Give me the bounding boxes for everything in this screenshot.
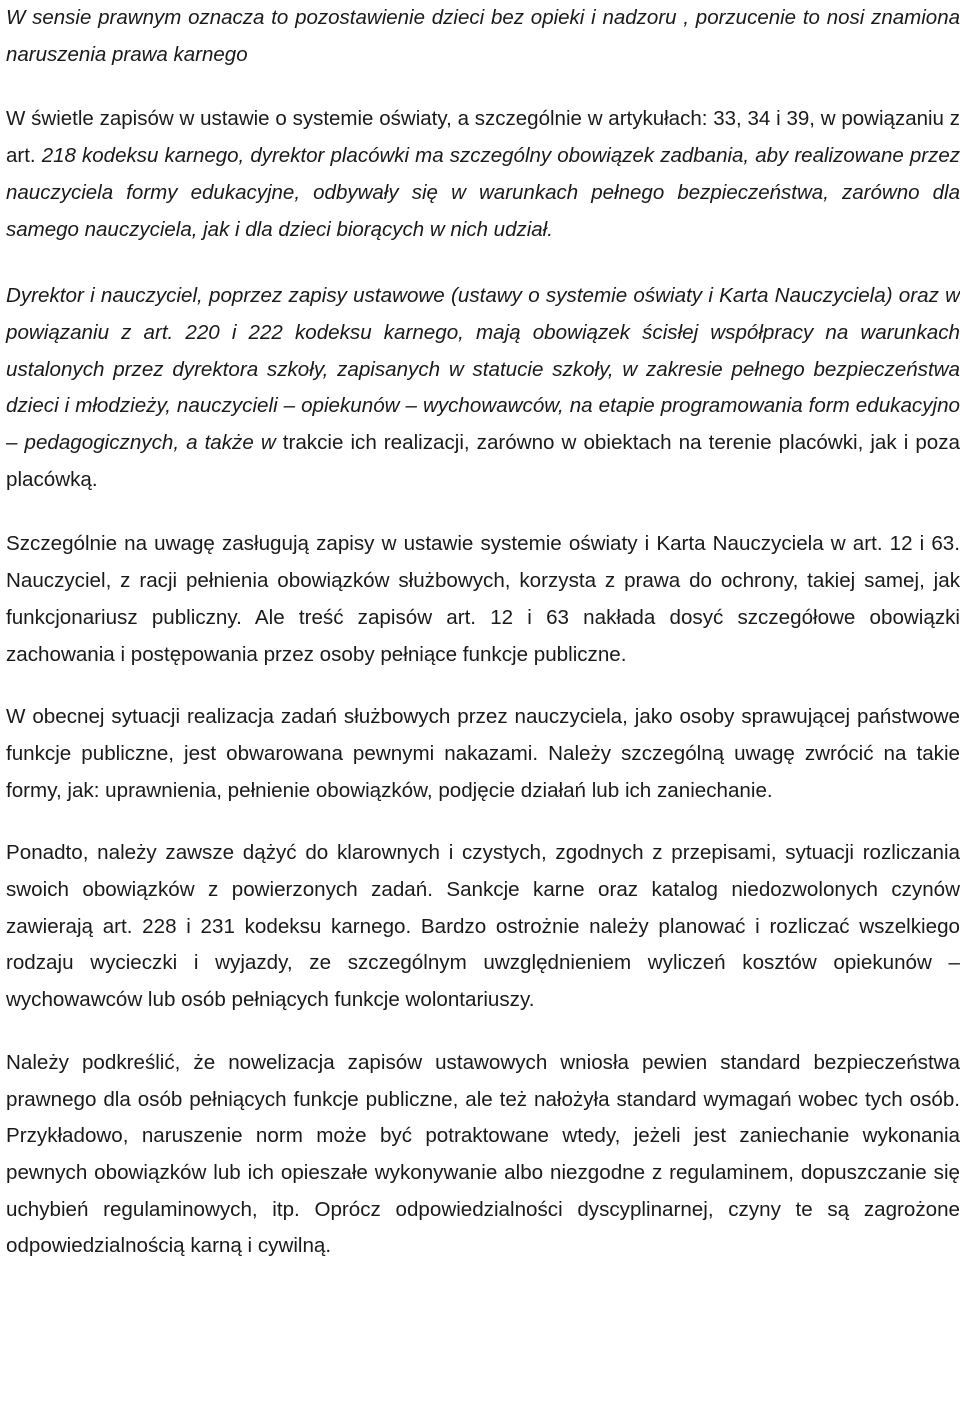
paragraph-4-text: Szczególnie na uwagę zasługują zapisy w ustawie systemie oświaty i Karta Nauczyciela w art. 12 i 63. Nauczyciel, z racji pełnienia obowiązków służbowych, korzysta z prawa do ochrony, takiej samej, jak funkcjonariusz publiczny. Ale treść zapisów art. 12 i 63 nakłada dosyć szczegółowe obowiązki zachowania i postępowania przez osoby pełniące funkcje publiczne. — [6, 532, 960, 666]
document-page — [6, 0, 960, 1265]
paragraph-spacer — [6, 673, 960, 699]
paragraph-7-text: Należy podkreślić, że nowelizacja zapisów ustawowych wniosła pewien standard bezpieczeństwa prawnego dla osób pełniących funkcje publiczne, ale też nałożyła standard wymagań wobec tych osób. Przykładowo, naruszenie norm może być potraktowane wtedy, jeżeli jest zaniechanie wykonania pewnych obowiązków lub ich opieszałe wykonywanie albo niezgodne z regulaminem, dopuszczanie się uchybień regulaminowych, itp. Oprócz odpowiedzialności dyscyplinarnej, czyny te są zagrożone odpowiedzialnością karną i cywilną. — [6, 1050, 960, 1258]
paragraph-3-text-a: Dyrektor i nauczyciel, poprzez zapisy ustawowe (ustawy o systemie oświaty i Karta Nauczyciela) oraz w powiązaniu z art. — [6, 284, 960, 344]
paragraph-spacer — [6, 248, 960, 278]
paragraph-5-text: W obecnej sytuacji realizacja zadań służbowych przez nauczyciela, jako osoby sprawującej państwowe funkcje publiczne, jest obwarowana pewnymi nakazami. Należy szczególną uwagę zwrócić na takie formy, jak: uprawnienia, pełnienie obowiązków, podjęcie działań lub ich zaniechanie. — [6, 705, 960, 802]
paragraph-3-text-b: 220 i 222 kodeksu karnego, mają obowiązek ścisłej współpracy na warunkach ustalonych przez dyrektora szkoły, zapisanych w statucie szkoły, w zakresie pełnego bezpieczeństwa dzieci i młodzieży, nauczycieli – opiekunów – wychowawców, na etapie programowania form edukacyjno – pedagogicznych, a także w — [6, 320, 960, 455]
paragraph-6 — [6, 835, 960, 1019]
paragraph-spacer — [6, 1019, 960, 1045]
paragraph-spacer — [6, 498, 960, 526]
paragraph-6-text: Ponadto, należy zawsze dążyć do klarownych i czystych, zgodnych z przepisami, sytuacji rozliczania swoich obowiązków z powierzonych zadań. Sankcje karne oraz katalog niedozwolonych czynów zawierają art. 228 i 231 kodeksu karnego. Bardzo ostrożnie należy planować i rozliczać wszelkiego rodzaju wycieczki i wyjazdy, ze szczególnym uwzględnieniem wyliczeń kosztów opiekunów – wychowawców lub osób pełniących funkcje wolontariuszy. — [6, 841, 960, 1012]
paragraph-4 — [6, 526, 960, 673]
paragraph-2-text-italic: 218 kodeksu karnego, dyrektor placówki ma szczególny obowiązek zadbania, aby realizowane przez nauczyciela formy edukacyjne, odbywały się w warunkach pełnego bezpieczeństwa, zarówno dla samego nauczyciela, jak i dla dzieci biorących w nich udział. — [6, 144, 960, 241]
paragraph-spacer — [6, 73, 960, 101]
paragraph-7 — [6, 1045, 960, 1265]
paragraph-3-text-c: trakcie ich realizacji, zarówno w obiektach na terenie placówki, jak i poza placówką. — [6, 431, 960, 491]
paragraph-spacer — [6, 809, 960, 835]
paragraph-2-text-regular: W świetle zapisów w ustawie o systemie oświaty, a szczególnie w artykułach: 33, 34 i 39, w powiązaniu z art. — [6, 107, 960, 168]
paragraph-1-text: W sensie prawnym oznacza to pozostawienie dzieci bez opieki i nadzoru , porzucenie to nosi znamiona naruszenia prawa karnego — [6, 6, 960, 66]
paragraph-2 — [6, 101, 960, 248]
paragraph-5 — [6, 699, 960, 809]
paragraph-1 — [6, 0, 960, 73]
paragraph-3 — [6, 278, 960, 498]
